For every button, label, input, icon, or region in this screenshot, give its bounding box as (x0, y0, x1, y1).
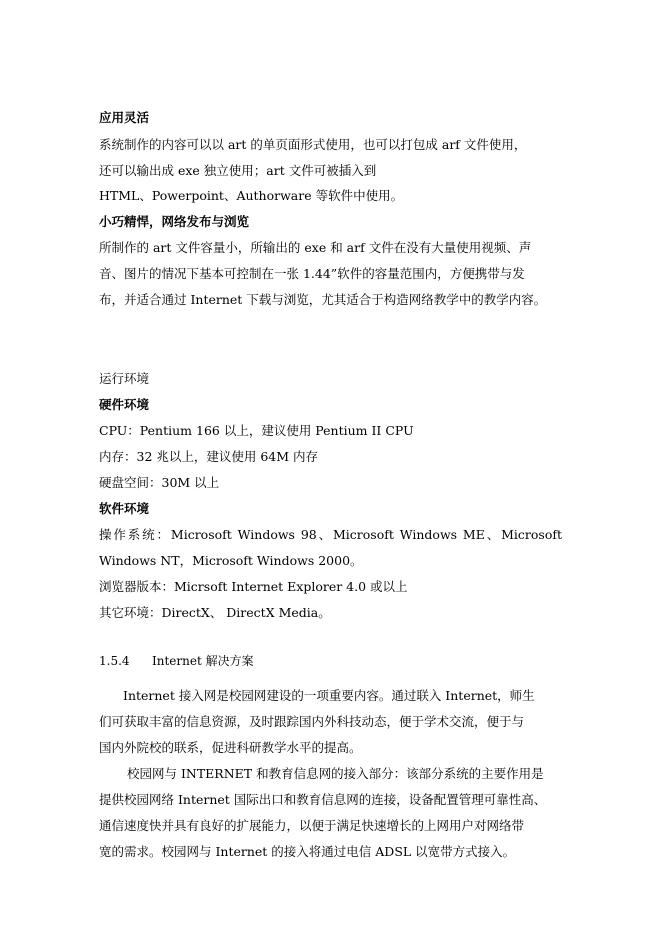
paragraph-line: 布，并适合通过 Internet 下载与浏览，尤其适合于构造网络教学中的教学内容。 (99, 292, 547, 307)
paragraph-line: 系统制作的内容可以以 art 的单页面形式使用，也可以打包成 arf 文件使用， (99, 137, 527, 152)
heading-compact-network: 小巧精悍，网络发布与浏览 (99, 214, 250, 229)
heading-flexible-use: 应用灵活 (99, 110, 150, 125)
paragraph-line: 音、图片的情况下基本可控制在一张 1.44”软件的容量范围内，方便携带与发 (99, 266, 525, 281)
paragraph-line: 校园网与 INTERNET 和教育信息网的接入部分：该部分系统的主要作用是 (127, 766, 544, 781)
section-number: 1.5.4 (99, 654, 130, 668)
software-browser: 浏览器版本：Micrsoft Internet Explorer 4.0 或以上 (99, 579, 408, 594)
paragraph-line: 国内外院校的联系，促进科研教学水平的提高。 (99, 740, 362, 755)
section-title: Internet 解决方案 (152, 654, 254, 668)
software-os-line2: Windows NT，Microsoft Windows 2000。 (99, 553, 363, 568)
hardware-memory: 内存：32 兆以上，建议使用 64M 内存 (99, 449, 319, 464)
paragraph-line: 们可获取丰富的信息资源，及时跟踪国内外科技动态，便于学术交流，便于与 (99, 714, 525, 729)
hardware-disk: 硬盘空间：30M 以上 (99, 475, 220, 490)
paragraph-line: 所制作的 art 文件容量小，所输出的 exe 和 arf 文件在没有大量使用视频、声 (99, 240, 532, 255)
paragraph-line: 提供校园网络 Internet 国际出口和教育信息网的连接，设备配置管理可靠性高、 (99, 792, 547, 807)
software-other: 其它环境：DirectX、 DirectX Media。 (99, 605, 331, 620)
paragraph-line: 宽的需求。校园网与 Internet 的接入将通过电信 ADSL 以宽带方式接入。 (99, 844, 516, 859)
paragraph-line: HTML、Powerpoint、Authorware 等软件中使用。 (99, 188, 404, 203)
paragraph-line: 通信速度快并具有良好的扩展能力，以便于满足快速增长的上网用户对网络带 (99, 818, 525, 833)
hardware-cpu: CPU：Pentium 166 以上，建议使用 Pentium II CPU (99, 423, 414, 438)
heading-software-env: 软件环境 (99, 501, 150, 516)
section-title-runtime-env: 运行环境 (99, 371, 150, 386)
paragraph-line: 还可以输出成 exe 独立使用；art 文件可被插入到 (99, 163, 377, 178)
software-os-line1: 操作系统：Microsoft Windows 98、Microsoft Windows ME、Microsoft (99, 527, 562, 542)
paragraph-line: Internet 接入网是校园网建设的一项重要内容。通过联入 Internet，师生 (123, 688, 535, 703)
heading-hardware-env: 硬件环境 (99, 397, 150, 412)
